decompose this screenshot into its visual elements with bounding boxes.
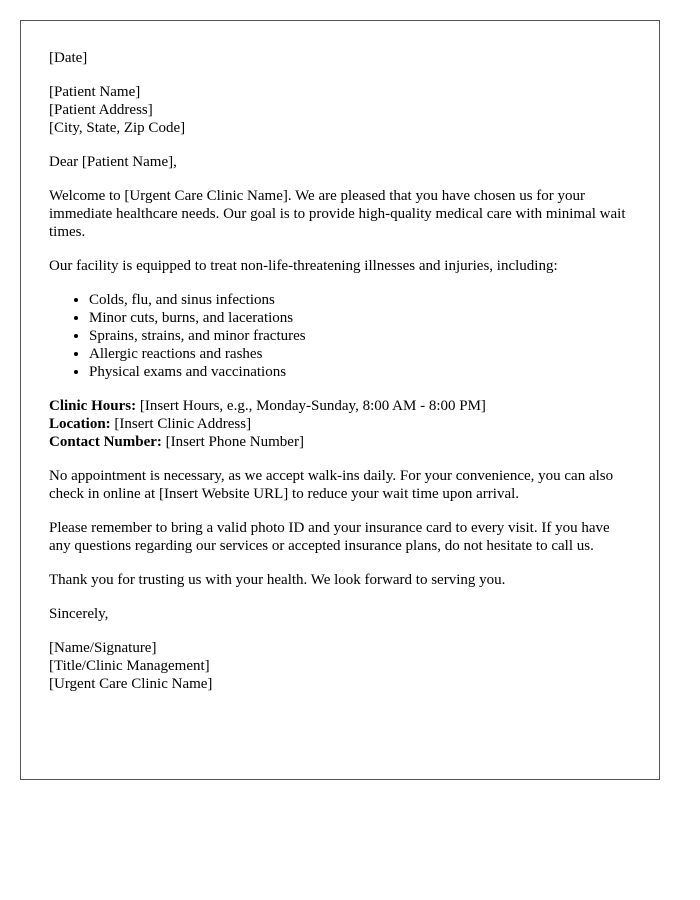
recipient-city-state-zip: [City, State, Zip Code] [49, 120, 186, 136]
services-list-item: • Allergic reactions and rashes [89, 345, 631, 363]
welcome-paragraph: Welcome to [Urgent Care Clinic Name]. We are pleased that you have chosen us for your immediate healthcare needs. Our goal is to provide high-quality medical care with minimal wait times. [49, 188, 626, 240]
clinic-details [49, 397, 631, 451]
letter-date [49, 49, 631, 67]
contact-number-value: [Insert Phone Number] [165, 434, 304, 450]
contact-number-line [49, 433, 631, 451]
contact-number-label: Contact Number: [49, 434, 162, 450]
walkin-paragraph: No appointment is necessary, as we accept walk-ins daily. For your convenience, you can also check in online at [Insert Website URL] to reduce your wait time upon arrival. [49, 468, 614, 502]
signature-title: [Title/Clinic Management] [49, 658, 210, 674]
location-label: Location: [49, 416, 111, 432]
recipient-address: [Patient Address] [49, 102, 153, 118]
thanks-paragraph: Thank you for trusting us with your health. We look forward to serving you. [49, 572, 506, 588]
services-list-item: • Sprains, strains, and minor fractures [89, 327, 631, 345]
services-list-item: • Physical exams and vaccinations [89, 363, 631, 381]
date-text: [Date] [49, 50, 88, 66]
clinic-hours-label: Clinic Hours: [49, 398, 137, 414]
services-list [49, 291, 631, 381]
services-list-item: • Minor cuts, burns, and lacerations [89, 309, 631, 327]
closing: Sincerely, [49, 606, 109, 622]
signature-name: [Name/Signature] [49, 640, 157, 656]
reminder-paragraph: Please remember to bring a valid photo ID and your insurance card to every visit. If you have any questions regarding our services or accepted insurance plans, do not hesitate to call us. [49, 520, 610, 554]
signature-clinic: [Urgent Care Clinic Name] [49, 676, 213, 692]
signature-block [49, 639, 631, 693]
clinic-hours-value: [Insert Hours, e.g., Monday-Sunday, 8:00 AM - 8:00 PM] [139, 398, 486, 414]
recipient-address-block [49, 83, 631, 137]
letter-page [20, 20, 660, 780]
recipient-name: [Patient Name] [49, 84, 141, 100]
location-value: [Insert Clinic Address] [114, 416, 252, 432]
salutation: Dear [Patient Name], [49, 154, 177, 170]
clinic-hours-line [49, 397, 631, 415]
location-line [49, 415, 631, 433]
services-intro: Our facility is equipped to treat non-life-threatening illnesses and injuries, including: [49, 258, 558, 274]
services-list-item: • Colds, flu, and sinus infections [89, 291, 631, 309]
